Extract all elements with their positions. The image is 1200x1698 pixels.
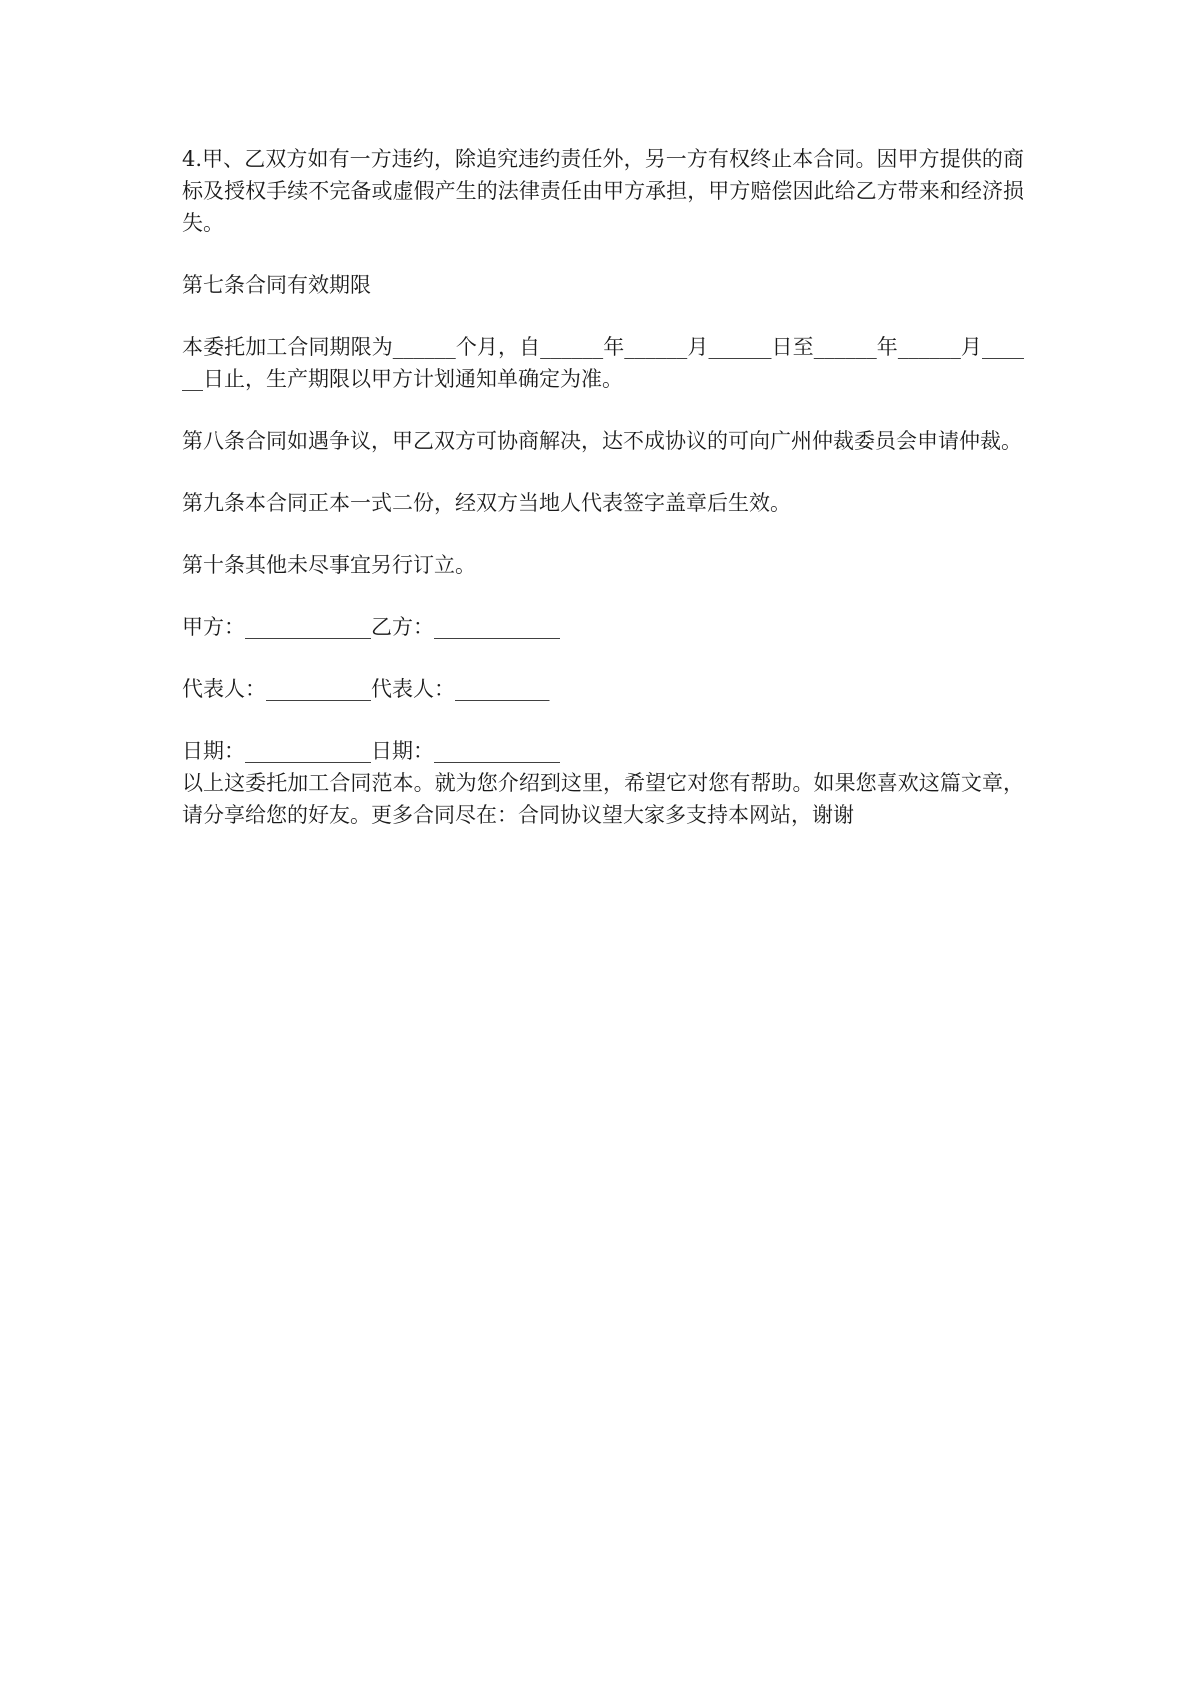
closing-paragraph: 以上这委托加工合同范本。就为您介绍到这里，希望它对您有帮助。如果您喜欢这篇文章，请分享给您的好友。更多合同尽在：合同协议望大家多支持本网站，谢谢 [182,771,1024,827]
clause-breach-paragraph: 4.甲、乙双方如有一方违约，除追究违约责任外，另一方有权终止本合同。因甲方提供的商标及授权手续不完备或虚假产生的法律责任由甲方承担，甲方赔偿因此给乙方带来和经济损失。 [182,147,1024,235]
representative-signature-line: 代表人：__________代表人：_________ [182,677,550,701]
clause-seven-heading: 第七条合同有效期限 [182,273,371,297]
party-signature-line: 甲方：____________乙方：____________ [182,615,560,639]
clause-eight-paragraph: 第八条合同如遇争议，甲乙双方可协商解决，达不成协议的可向广州仲裁委员会申请仲裁。 [182,429,1022,453]
date-signature-line: 日期：____________日期：____________ [182,739,560,763]
document-page [182,143,1024,831]
clause-nine-paragraph: 第九条本合同正本一式二份，经双方当地人代表签字盖章后生效。 [182,491,791,515]
clause-ten-paragraph: 第十条其他未尽事宜另行订立。 [182,553,476,577]
contract-term-paragraph: 本委托加工合同期限为______个月，自______年______月______日至______年______月______日止，生产期限以甲方计划通知单确定为准。 [182,335,1024,391]
